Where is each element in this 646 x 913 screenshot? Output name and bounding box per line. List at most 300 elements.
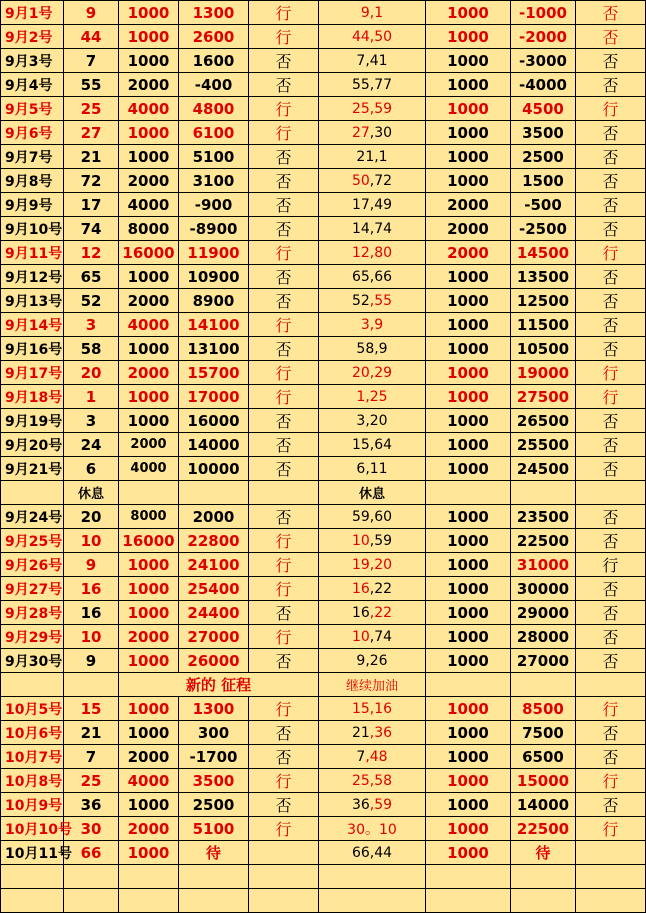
pair-first: 14	[351, 220, 370, 237]
pair-second: ,66	[369, 268, 393, 285]
cell-stake: 2000	[119, 289, 179, 313]
cell-total: 28000	[511, 625, 576, 649]
table-row	[1, 193, 646, 217]
cell-total: 25500	[511, 433, 576, 457]
pair-second: ,11	[365, 460, 388, 477]
pair-second: ,22	[369, 580, 393, 597]
cell-empty	[426, 481, 511, 505]
cell-unit: 1000	[426, 265, 511, 289]
cell-number-a: 20	[64, 361, 119, 385]
cell-verdict: 行	[249, 25, 319, 49]
cell-empty	[249, 481, 319, 505]
cell-pair	[319, 769, 426, 793]
cell-number-a: 6	[64, 457, 119, 481]
table-row	[1, 361, 646, 385]
cell-date: 9月8号	[1, 169, 64, 193]
cell-verdict: 行	[249, 553, 319, 577]
pair-second: ,74	[369, 628, 393, 645]
pair-first: 27	[351, 124, 370, 141]
cell-result: 否	[576, 25, 646, 49]
pair-first: 65	[351, 268, 370, 285]
cell-stake: 1000	[119, 697, 179, 721]
pair-first: 7	[356, 748, 366, 765]
pair-second: ,20	[365, 412, 388, 429]
cell-unit: 1000	[426, 313, 511, 337]
pair-second: ,36	[369, 724, 393, 741]
cell-number-a: 12	[64, 241, 119, 265]
cell-empty	[511, 889, 576, 913]
pair-first: 55	[351, 76, 370, 93]
pair-first: 19	[351, 556, 370, 573]
cell-verdict: 否	[249, 601, 319, 625]
cell-unit: 1000	[426, 793, 511, 817]
cell-total: 13500	[511, 265, 576, 289]
cell-verdict: 否	[249, 433, 319, 457]
cell-empty	[179, 889, 249, 913]
cell-date: 9月21号	[1, 457, 64, 481]
cell-unit: 1000	[426, 817, 511, 841]
cell-unit: 1000	[426, 361, 511, 385]
cell-unit: 1000	[426, 145, 511, 169]
cell-empty	[1, 865, 64, 889]
cell-number-a: 10	[64, 625, 119, 649]
cell-result: 否	[576, 49, 646, 73]
cell-number-a: 24	[64, 433, 119, 457]
cell-verdict: 否	[249, 217, 319, 241]
cell-number-a: 21	[64, 721, 119, 745]
cell-stake: 4000	[119, 313, 179, 337]
cell-stake: 1000	[119, 601, 179, 625]
cell-stake: 8000	[119, 505, 179, 529]
pair-first: 30	[347, 821, 365, 838]
cell-result: 否	[576, 625, 646, 649]
cell-unit: 1000	[426, 649, 511, 673]
cell-balance: 22800	[179, 529, 249, 553]
cell-stake: 1000	[119, 721, 179, 745]
cell-empty	[119, 481, 179, 505]
cell-number-a: 25	[64, 769, 119, 793]
cell-date: 9月18号	[1, 385, 64, 409]
cell-number-a: 16	[64, 577, 119, 601]
table-row	[1, 553, 646, 577]
cell-number-a: 9	[64, 649, 119, 673]
cell-pair	[319, 577, 426, 601]
cell-balance: 10900	[179, 265, 249, 289]
pair-second: ,50	[369, 28, 393, 45]
cell-unit: 2000	[426, 217, 511, 241]
cell-number-a: 27	[64, 121, 119, 145]
cell-pair	[319, 721, 426, 745]
cell-balance: 3100	[179, 169, 249, 193]
table-row	[1, 385, 646, 409]
cell-stake: 2000	[119, 433, 179, 457]
cell-pair	[319, 49, 426, 73]
cell-pair	[319, 817, 426, 841]
cell-pair	[319, 121, 426, 145]
table-row	[1, 673, 646, 697]
cell-result: 否	[576, 313, 646, 337]
pair-second: ,25	[365, 388, 388, 405]
sheet-body	[1, 1, 646, 913]
cell-stake: 2000	[119, 625, 179, 649]
cell-pair	[319, 217, 426, 241]
cell-empty	[576, 889, 646, 913]
cell-date: 9月30号	[1, 649, 64, 673]
cell-balance: 2600	[179, 25, 249, 49]
cell-verdict: 否	[249, 649, 319, 673]
pair-first: 15	[351, 700, 370, 717]
cell-result: 行	[576, 361, 646, 385]
pair-second: ,59	[369, 100, 393, 117]
cell-date: 9月11号	[1, 241, 64, 265]
rest-label: 休息	[319, 481, 426, 505]
cell-pair	[319, 337, 426, 361]
cell-verdict: 行	[249, 697, 319, 721]
cell-unit: 1000	[426, 553, 511, 577]
cell-unit: 1000	[426, 529, 511, 553]
table-row	[1, 745, 646, 769]
pair-first: 3	[360, 316, 370, 333]
cell-stake: 8000	[119, 217, 179, 241]
cell-total: 2500	[511, 145, 576, 169]
cell-unit: 1000	[426, 289, 511, 313]
cell-verdict: 行	[249, 241, 319, 265]
pair-first: 59	[351, 508, 370, 525]
cell-balance: 4800	[179, 97, 249, 121]
pair-first: 12	[351, 244, 370, 261]
cell-pair	[319, 169, 426, 193]
cell-result: 行	[576, 817, 646, 841]
table-row	[1, 889, 646, 913]
cell-number-a: 58	[64, 337, 119, 361]
cell-unit: 1000	[426, 433, 511, 457]
pair-second: ,58	[369, 772, 393, 789]
pair-second: ,72	[369, 172, 393, 189]
cell-balance: 17000	[179, 385, 249, 409]
cell-pair	[319, 361, 426, 385]
cell-number-a: 9	[64, 1, 119, 25]
pair-first: 10	[351, 628, 370, 645]
cell-verdict: 行	[249, 625, 319, 649]
pair-second: ,41	[365, 52, 388, 69]
cell-date: 9月19号	[1, 409, 64, 433]
cell-verdict: 否	[249, 169, 319, 193]
cell-pair	[319, 529, 426, 553]
cell-date: 9月4号	[1, 73, 64, 97]
cell-verdict: 行	[249, 817, 319, 841]
cell-date: 9月5号	[1, 97, 64, 121]
pair-first: 16	[351, 604, 370, 621]
cell-balance: 2500	[179, 793, 249, 817]
table-row	[1, 49, 646, 73]
cell-total: -4000	[511, 73, 576, 97]
cell-number-a: 16	[64, 601, 119, 625]
cell-total: 26500	[511, 409, 576, 433]
cell-verdict: 行	[249, 121, 319, 145]
cell-balance: 8900	[179, 289, 249, 313]
cell-total: 15000	[511, 769, 576, 793]
cell-date: 9月20号	[1, 433, 64, 457]
table-row	[1, 577, 646, 601]
cell-empty	[64, 865, 119, 889]
cell-unit: 1000	[426, 505, 511, 529]
cell-date: 9月9号	[1, 193, 64, 217]
cell-pair	[319, 457, 426, 481]
table-row	[1, 625, 646, 649]
cell-balance: -8900	[179, 217, 249, 241]
cell-number-a: 10	[64, 529, 119, 553]
table-row	[1, 265, 646, 289]
table-row	[1, 433, 646, 457]
cell-total: 29000	[511, 601, 576, 625]
cell-date: 9月29号	[1, 625, 64, 649]
cell-stake: 1000	[119, 121, 179, 145]
cell-balance: -1700	[179, 745, 249, 769]
cell-date: 9月7号	[1, 145, 64, 169]
cell-empty	[249, 865, 319, 889]
table-row	[1, 817, 646, 841]
cell-pair	[319, 385, 426, 409]
cell-number-a: 74	[64, 217, 119, 241]
cell-pair	[319, 145, 426, 169]
cell-stake: 1000	[119, 337, 179, 361]
table-row	[1, 457, 646, 481]
cell-verdict: 否	[249, 73, 319, 97]
cell-total: -3000	[511, 49, 576, 73]
cell-balance: 24100	[179, 553, 249, 577]
cell-total: 14500	[511, 241, 576, 265]
cell-stake: 4000	[119, 97, 179, 121]
cell-balance: 15700	[179, 361, 249, 385]
cell-total: 8500	[511, 697, 576, 721]
cell-balance: 10000	[179, 457, 249, 481]
cell-verdict: 否	[249, 193, 319, 217]
cell-total: -2500	[511, 217, 576, 241]
cell-verdict: 行	[249, 769, 319, 793]
table-row	[1, 721, 646, 745]
table-row	[1, 73, 646, 97]
cell-total: 22500	[511, 817, 576, 841]
cell-pair	[319, 97, 426, 121]
cell-result: 行	[576, 97, 646, 121]
banner-title: 新的 征程	[119, 673, 319, 697]
cell-balance: 26000	[179, 649, 249, 673]
table-row	[1, 313, 646, 337]
pair-second: ,29	[369, 364, 393, 381]
cell-unit: 1000	[426, 49, 511, 73]
cell-number-a: 52	[64, 289, 119, 313]
cell-total: 23500	[511, 505, 576, 529]
cell-number-a: 30	[64, 817, 119, 841]
cell-date: 9月25号	[1, 529, 64, 553]
cell-empty	[576, 673, 646, 697]
pair-first: 17	[351, 196, 370, 213]
cell-number-a: 36	[64, 793, 119, 817]
pair-first: 21	[356, 148, 375, 165]
cell-empty	[511, 673, 576, 697]
cell-result: 否	[576, 505, 646, 529]
table-row	[1, 1, 646, 25]
cell-balance: 3500	[179, 769, 249, 793]
table-row	[1, 97, 646, 121]
cell-unit: 1000	[426, 169, 511, 193]
cell-date: 9月26号	[1, 553, 64, 577]
cell-pair	[319, 313, 426, 337]
pair-first: 1	[356, 388, 366, 405]
cell-empty	[319, 889, 426, 913]
cell-verdict	[249, 841, 319, 865]
table-row	[1, 337, 646, 361]
cell-result: 否	[576, 745, 646, 769]
cell-date: 10月6号	[1, 721, 64, 745]
cell-result: 否	[576, 409, 646, 433]
cell-date: 9月17号	[1, 361, 64, 385]
cell-result: 否	[576, 145, 646, 169]
cell-result: 行	[576, 241, 646, 265]
cell-total: 1500	[511, 169, 576, 193]
cell-pair	[319, 793, 426, 817]
pair-second: ,74	[369, 220, 393, 237]
cell-total: 27000	[511, 649, 576, 673]
cell-verdict: 行	[249, 313, 319, 337]
cell-pair	[319, 649, 426, 673]
cell-result: 否	[576, 1, 646, 25]
cell-stake: 1000	[119, 793, 179, 817]
pair-second: ,16	[369, 700, 393, 717]
cell-number-a: 17	[64, 193, 119, 217]
pair-second: ,26	[365, 652, 388, 669]
cell-verdict: 否	[249, 457, 319, 481]
pair-second: ,60	[369, 508, 393, 525]
cell-number-a: 1	[64, 385, 119, 409]
table-row	[1, 169, 646, 193]
cell-total: 22500	[511, 529, 576, 553]
cell-pair	[319, 697, 426, 721]
cell-pair	[319, 409, 426, 433]
banner-note: 继续加油	[319, 673, 426, 697]
cell-unit: 1000	[426, 409, 511, 433]
cell-verdict: 否	[249, 289, 319, 313]
pair-second: ,22	[369, 604, 393, 621]
cell-date: 10月11号	[1, 841, 64, 865]
cell-balance: 14100	[179, 313, 249, 337]
cell-number-a: 66	[64, 841, 119, 865]
cell-result: 否	[576, 529, 646, 553]
pair-second: ,44	[369, 844, 393, 861]
cell-balance: 27000	[179, 625, 249, 649]
cell-unit: 1000	[426, 457, 511, 481]
cell-empty	[179, 865, 249, 889]
cell-number-a: 7	[64, 49, 119, 73]
cell-empty	[119, 889, 179, 913]
cell-stake: 2000	[119, 73, 179, 97]
cell-total: 24500	[511, 457, 576, 481]
cell-stake: 1000	[119, 145, 179, 169]
cell-empty	[249, 889, 319, 913]
cell-verdict: 否	[249, 337, 319, 361]
cell-empty	[426, 673, 511, 697]
cell-number-a: 20	[64, 505, 119, 529]
rest-label: 休息	[64, 481, 119, 505]
table-row	[1, 217, 646, 241]
cell-unit: 1000	[426, 577, 511, 601]
cell-date: 9月1号	[1, 1, 64, 25]
cell-date: 10月9号	[1, 793, 64, 817]
cell-result: 否	[576, 121, 646, 145]
cell-balance: -900	[179, 193, 249, 217]
cell-balance: 1300	[179, 1, 249, 25]
cell-stake: 4000	[119, 193, 179, 217]
cell-total: 7500	[511, 721, 576, 745]
cell-total: 12500	[511, 289, 576, 313]
cell-pair	[319, 601, 426, 625]
cell-verdict: 否	[249, 265, 319, 289]
cell-balance: 5100	[179, 817, 249, 841]
pair-first: 25	[351, 100, 370, 117]
cell-balance: -400	[179, 73, 249, 97]
cell-stake: 1000	[119, 1, 179, 25]
pair-first: 36	[351, 796, 370, 813]
cell-unit: 1000	[426, 1, 511, 25]
pair-first: 9	[360, 4, 370, 21]
table-row	[1, 841, 646, 865]
cell-number-a: 15	[64, 697, 119, 721]
cell-unit: 1000	[426, 601, 511, 625]
cell-date: 9月6号	[1, 121, 64, 145]
cell-number-a: 65	[64, 265, 119, 289]
cell-date: 9月16号	[1, 337, 64, 361]
cell-result: 行	[576, 697, 646, 721]
cell-empty	[64, 889, 119, 913]
cell-verdict: 行	[249, 385, 319, 409]
cell-empty	[179, 481, 249, 505]
pair-first: 15	[351, 436, 370, 453]
cell-verdict: 否	[249, 721, 319, 745]
cell-unit: 1000	[426, 697, 511, 721]
cell-stake: 1000	[119, 409, 179, 433]
pair-first: 20	[351, 364, 370, 381]
table-row	[1, 529, 646, 553]
cell-pair	[319, 841, 426, 865]
cell-date: 9月2号	[1, 25, 64, 49]
cell-stake: 16000	[119, 529, 179, 553]
cell-pair	[319, 553, 426, 577]
cell-total: 4500	[511, 97, 576, 121]
cell-date: 9月13号	[1, 289, 64, 313]
cell-verdict: 行	[249, 1, 319, 25]
cell-result: 行	[576, 769, 646, 793]
cell-stake: 1000	[119, 649, 179, 673]
cell-total: 30000	[511, 577, 576, 601]
cell-pair	[319, 505, 426, 529]
cell-balance: 24400	[179, 601, 249, 625]
pair-second: ,80	[369, 244, 393, 261]
cell-balance: 1600	[179, 49, 249, 73]
pair-second: ,49	[369, 196, 393, 213]
cell-stake: 4000	[119, 769, 179, 793]
cell-balance: 25400	[179, 577, 249, 601]
cell-empty	[1, 481, 64, 505]
table-row	[1, 697, 646, 721]
cell-verdict: 行	[249, 529, 319, 553]
pair-first: 3	[356, 412, 366, 429]
pair-second: ,59	[369, 796, 393, 813]
cell-empty	[511, 481, 576, 505]
pair-second: ,1	[369, 4, 384, 21]
cell-unit: 1000	[426, 337, 511, 361]
cell-pair	[319, 25, 426, 49]
cell-balance: 11900	[179, 241, 249, 265]
